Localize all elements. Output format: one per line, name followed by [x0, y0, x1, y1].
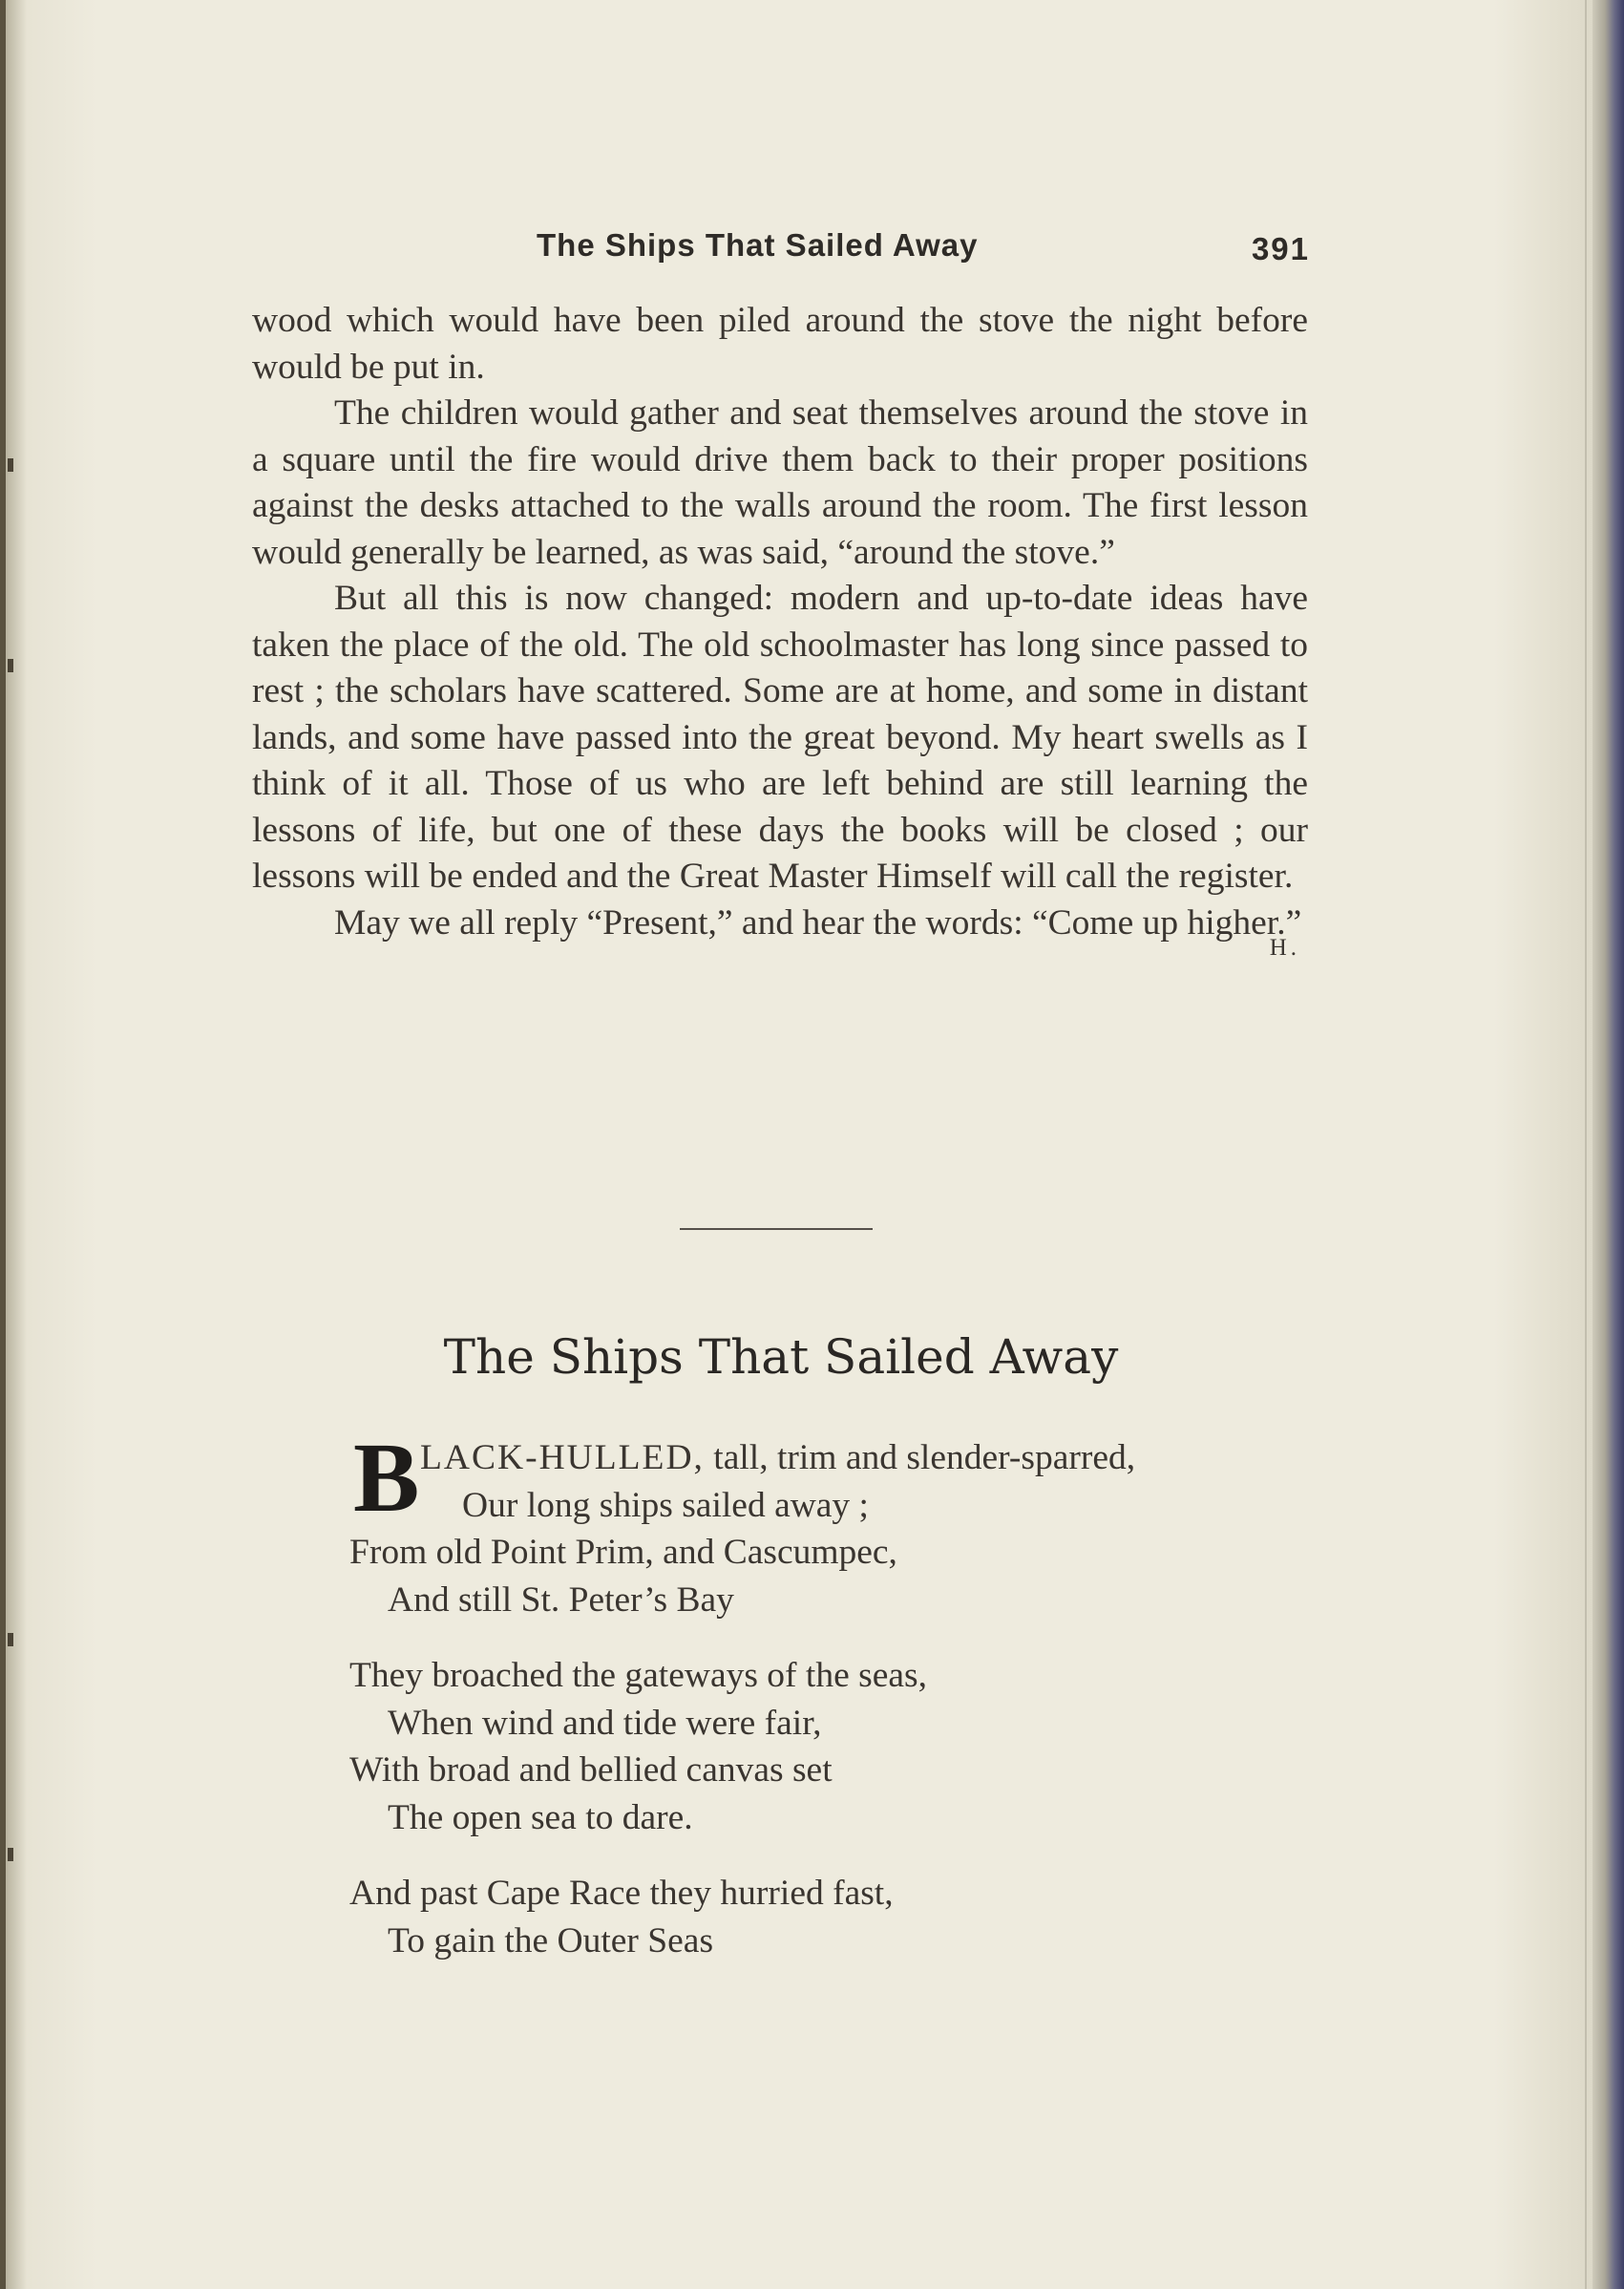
drop-cap: B	[353, 1423, 420, 1533]
verse-line: Our long ships sailed away ;	[462, 1485, 869, 1525]
first-word-smallcaps: LACK-HULLED,	[420, 1438, 705, 1477]
binding-stitch	[8, 1848, 13, 1861]
paragraph: May we all reply “Present,” and hear the words: “Come up higher.”	[334, 902, 1302, 943]
verse-line: To gain the Outer Seas	[388, 1920, 714, 1960]
stanza	[349, 1870, 1304, 1964]
paragraph: But all this is now changed: modern and up-to-date ideas have taken the place of the old. The old schoolmaster has long since passed to rest ; the scholars have scattered. Some are at home, and some in distant lands, and some have passed into the great beyond. My heart swells as I think of it all. Those of us who are left behind are still learning the lessons of life, but one of these days the books will be closed ; our lessons will be ended and the Great Master Himself will call the register.	[252, 579, 1308, 896]
running-title: The Ships That Sailed Away	[537, 227, 979, 263]
page-number: 391	[1251, 231, 1310, 266]
poem-title: The Ships That Sailed Away	[443, 1329, 1119, 1385]
book-cover-edge	[1592, 0, 1624, 2289]
verse-line	[349, 1434, 1304, 1482]
spine-shadow	[6, 0, 27, 2289]
stanza	[349, 1423, 1304, 1623]
section-divider	[680, 1228, 873, 1230]
stanza	[349, 1652, 1304, 1841]
page-header	[250, 222, 1310, 269]
prose-body	[252, 298, 1308, 972]
author-signature: H.	[1269, 935, 1300, 961]
page-edge-line	[1585, 0, 1587, 2289]
binding-stitch	[8, 659, 13, 672]
verse-line: They broached the gateways of the seas,	[349, 1656, 927, 1695]
verse-line: The open sea to dare.	[388, 1797, 693, 1837]
paragraph: wood which would have been piled around the stove the night before would be put in.	[252, 301, 1308, 387]
poem-body	[349, 1423, 1304, 1993]
verse-line: And past Cape Race they hurried fast,	[349, 1874, 894, 1913]
verse-text: tall, trim and slender-sparred,	[704, 1438, 1136, 1477]
paragraph: The children would gather and seat themselves around the stove in a square until the fire would drive them back to their proper positions against the desks attached to the walls around the room. The first lesson would generally be learned, as was said, “around the stove.”	[252, 393, 1308, 572]
verse-line: And still St. Peter’s Bay	[388, 1579, 734, 1620]
verse-line: From old Point Prim, and Cascumpec,	[349, 1533, 897, 1572]
verse-line: When wind and tide were fair,	[388, 1703, 822, 1743]
binding-stitch	[8, 458, 13, 472]
binding-stitch	[8, 1633, 13, 1646]
verse-line: With broad and bellied canvas set	[349, 1750, 833, 1790]
